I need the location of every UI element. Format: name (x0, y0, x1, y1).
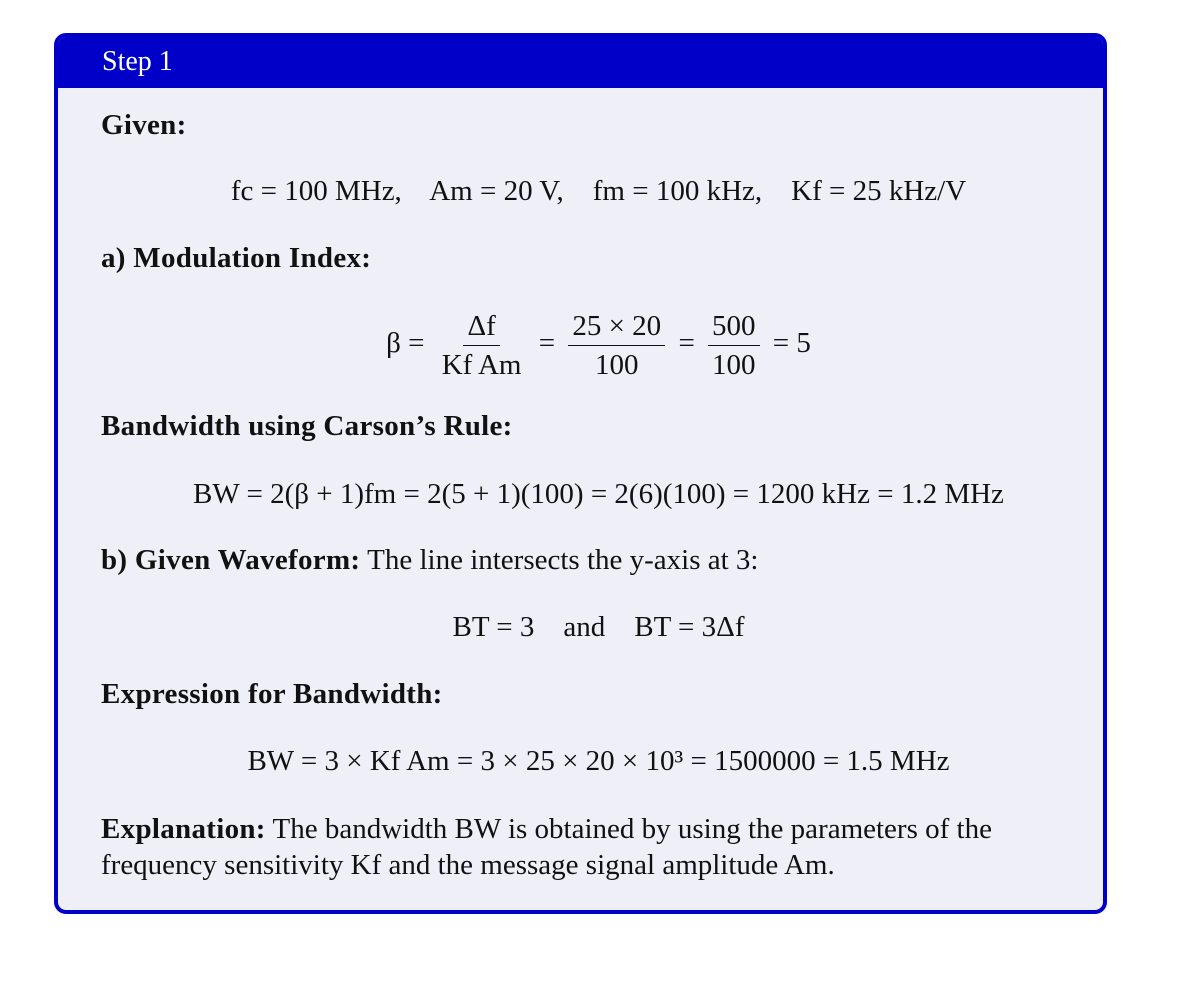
explanation-text: The bandwidth BW is obtained by using the parameters of the frequency sensitivity Kf and the message signal amplitude Am. (101, 813, 992, 881)
modulation-index-equation (0, 303, 1197, 383)
step-title: Step 1 (102, 46, 173, 77)
part-b-equation: BT = 3 and BT = 3Δf (452, 611, 745, 643)
equals-sign: = (538, 327, 556, 359)
part-b-text: The line intersects the y-axis at 3: (360, 544, 759, 576)
fraction-delta-f-numerator: Δf (463, 307, 499, 346)
expression-equation: BW = 3 × Kf Am = 3 × 25 × 20 × 10³ = 1500000 = 1.5 MHz (247, 745, 950, 777)
explanation-heading: Explanation: (101, 813, 266, 845)
fraction-simplified-numerator: 500 (708, 307, 760, 346)
fraction-delta-f-denominator: Kf Am (441, 348, 522, 381)
carson-heading: Bandwidth using Carson’s Rule: (101, 410, 513, 442)
step-box (54, 33, 1107, 914)
given-equation: fc = 100 MHz, Am = 20 V, fm = 100 kHz, Kf = 25 kHz/V (230, 175, 967, 207)
fraction-simplified-denominator: 100 (712, 348, 756, 381)
fraction-substituted-numerator: 25 × 20 (568, 307, 665, 346)
modulation-index-heading: a) Modulation Index: (101, 242, 372, 274)
part-b-line (101, 542, 759, 578)
fraction-simplified (708, 307, 760, 384)
fraction-substituted (568, 307, 665, 384)
part-b-heading: b) Given Waveform: (101, 544, 361, 576)
explanation-paragraph (101, 811, 1081, 883)
given-heading: Given: (101, 109, 187, 141)
step-header-bar (58, 37, 1103, 88)
expression-heading: Expression for Bandwidth: (101, 678, 443, 710)
fraction-substituted-denominator: 100 (595, 348, 639, 381)
carson-equation: BW = 2(β + 1)fm = 2(5 + 1)(100) = 2(6)(100) = 1200 kHz = 1.2 MHz (193, 478, 1004, 510)
modulation-index-result: = 5 (772, 327, 811, 359)
fraction-delta-f (438, 307, 526, 384)
beta-label: β = (386, 327, 425, 359)
equals-sign: = (678, 327, 695, 359)
